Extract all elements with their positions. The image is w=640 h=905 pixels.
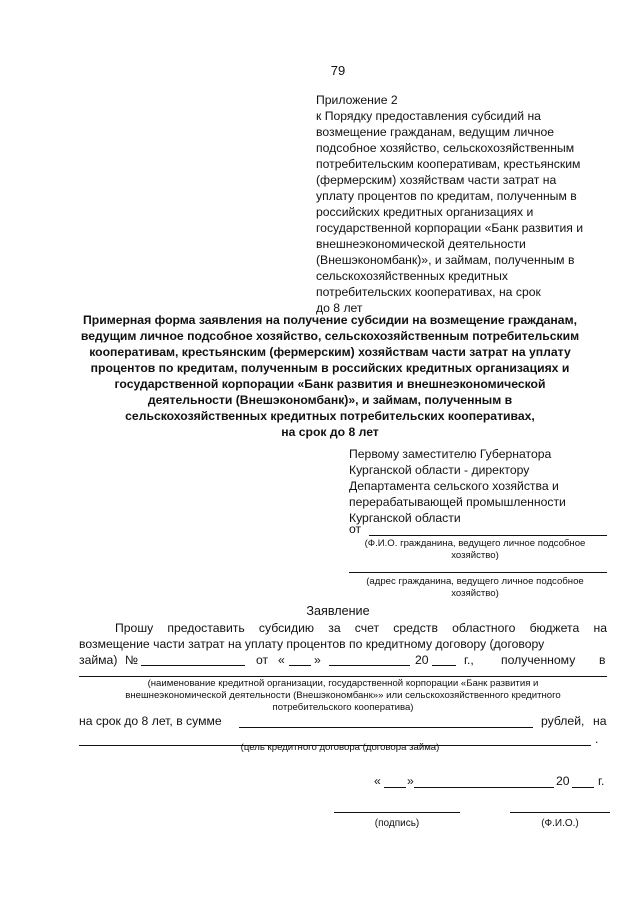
addressee-line: Курганской области - директору: [349, 463, 530, 477]
year-prefix: 20: [415, 653, 429, 667]
caption-line: (наименование кредитной организации, государственной корпорации «Банк развития и: [147, 678, 539, 689]
organization-field[interactable]: [79, 676, 607, 677]
date-quote-close: »: [407, 774, 414, 788]
appendix-line: сельскохозяйственных кредитных: [316, 269, 508, 283]
form-title-line: сельскохозяйственных кредитных потребительских кооперативах,: [125, 409, 535, 423]
date-quote-open: «: [374, 774, 381, 788]
appendix-block: [316, 92, 616, 316]
addressee-line: Первому заместителю Губернатора: [349, 447, 552, 461]
loan-word: займа): [79, 653, 118, 667]
statement-line-2: возмещение части затрат на уплату процентов по кредитному договору (договору: [79, 637, 545, 651]
signature-year-field[interactable]: [572, 787, 594, 788]
signature-field[interactable]: [334, 812, 460, 813]
sum-label: на срок до 8 лет, в сумме: [79, 714, 222, 728]
addressee-line: Департамента сельского хозяйства и: [349, 479, 559, 493]
signature-caption: (подпись): [374, 818, 420, 829]
appendix-line: потребительских кооперативах, на срок: [316, 285, 541, 299]
purpose-period: .: [595, 732, 599, 746]
sum-row: [79, 714, 607, 730]
applicant-name-field[interactable]: [369, 535, 607, 536]
appendix-line: Приложение 2: [316, 93, 398, 107]
page-number: 79: [330, 63, 346, 78]
year-suffix: г.,: [464, 653, 474, 667]
caption-line: хозяйство): [451, 550, 499, 561]
appendix-line: внешнеэкономической деятельности: [316, 237, 526, 251]
date-from-label: от: [256, 653, 269, 667]
date-year-suffix: г.: [598, 774, 605, 788]
form-title-line: деятельности (Внешэкономбанк)», и займам, полученным в: [147, 393, 513, 407]
appendix-line: российских кредитных организациях и: [316, 205, 534, 219]
signature-month-field[interactable]: [414, 787, 554, 788]
date-year-prefix: 20: [556, 774, 570, 788]
form-title-line: Примерная форма заявления на получение субсидии на возмещение гражданам,: [83, 313, 577, 327]
signer-name-caption: (Ф.И.О.): [541, 818, 579, 829]
signature-date-row: [370, 774, 610, 790]
applicant-name-caption: [342, 538, 608, 562]
contract-day-field[interactable]: [289, 665, 311, 666]
appendix-line: (Внешэкономбанк)», и займам, полученным в: [316, 253, 575, 267]
signature-day-field[interactable]: [384, 787, 406, 788]
statement-line-1: Прошу предоставить субсидию за счет средств областного бюджета на: [115, 621, 607, 635]
number-sign: №: [125, 653, 139, 667]
caption-line: (адрес гражданина, ведущего личное подсобное: [366, 576, 584, 587]
addressee-line: перерабатывающей промышленности: [349, 495, 566, 509]
form-title-line: на срок до 8 лет: [281, 425, 379, 439]
appendix-line: к Порядку предоставления субсидий на: [316, 109, 541, 123]
contract-month-field[interactable]: [329, 665, 410, 666]
statement-body: [79, 620, 607, 668]
addressee-line: Курганской области: [349, 511, 461, 525]
from-row: [349, 522, 607, 538]
form-title-line: государственной корпорации «Банк развития и внешнеэкономической: [114, 377, 546, 391]
caption-line: внешнеэкономической деятельности (Внешэкономбанк»» или сельскохозяйственного кредитного: [125, 690, 561, 701]
applicant-address-caption: [342, 576, 608, 600]
statement-line-3: [79, 652, 607, 668]
preposition-na: на: [593, 714, 607, 728]
applicant-address-field[interactable]: [349, 572, 607, 573]
appendix-line: уплату процентов по кредитам, полученным в: [316, 189, 577, 203]
loan-purpose-caption: (цель кредитного договора (договора займа): [240, 742, 440, 753]
organization-caption: [79, 678, 607, 714]
sum-amount-field[interactable]: [239, 727, 533, 728]
form-title-line: ведущим личное подсобное хозяйство, сельскохозяйственным потребительским: [80, 329, 580, 343]
caption-line: (Ф.И.О. гражданина, ведущего личное подсобное: [364, 538, 586, 549]
quote-open: «: [278, 653, 285, 667]
form-title: [62, 312, 598, 440]
addressee-block: [349, 446, 619, 526]
contract-number-field[interactable]: [141, 665, 245, 666]
caption-line: потребительского кооператива): [272, 702, 414, 713]
signer-name-field[interactable]: [510, 812, 610, 813]
appendix-line: подсобное хозяйство, сельскохозяйственным: [316, 141, 575, 155]
contract-year-field[interactable]: [432, 665, 456, 666]
statement-heading: Заявление: [306, 604, 370, 618]
appendix-line: потребительским кооперативам, крестьянским: [316, 157, 581, 171]
rubles-label: рублей,: [541, 714, 585, 728]
appendix-line: государственной корпорации «Банк развития и: [316, 221, 584, 235]
appendix-line: возмещение гражданам, ведущим личное: [316, 125, 555, 139]
quote-close: »: [314, 653, 321, 667]
appendix-line: (фермерским) хозяйствам части затрат на: [316, 173, 557, 187]
from-label: от: [349, 522, 362, 536]
appendix-line: до 8 лет: [316, 301, 363, 315]
form-title-line: процентов по кредитам, полученным в российских кредитных организациях и: [90, 361, 570, 375]
preposition-v: в: [599, 653, 606, 667]
caption-line: хозяйство): [451, 588, 499, 599]
form-title-line: кооперативам, крестьянским (фермерским) хозяйствам части затрат на уплату: [89, 345, 571, 359]
received-word: полученному: [501, 653, 576, 667]
